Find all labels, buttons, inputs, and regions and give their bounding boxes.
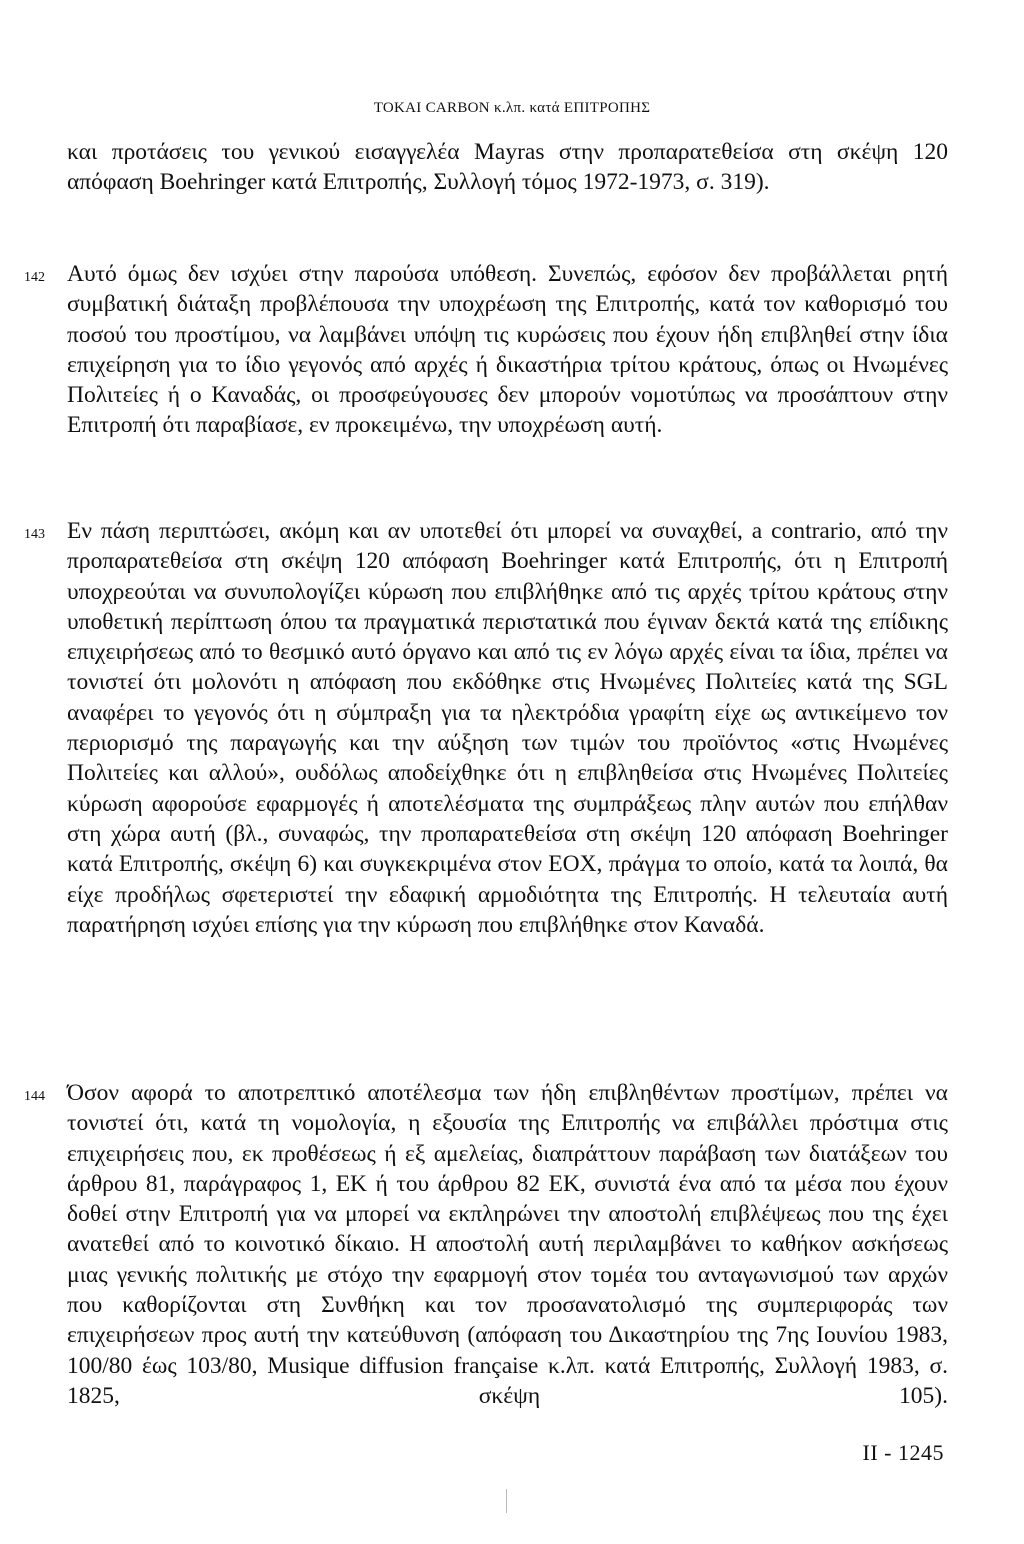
- paragraph-number-143: 143: [24, 527, 45, 542]
- paragraph-143: Εν πάση περιπτώσει, ακόμη και αν υποτεθεί ότι μπορεί να συναχθεί, a contrario, από την προπαρατεθείσα στη σκέψη 120 απόφαση Boehringer κατά Επιτροπής, ότι η Επιτροπή υποχρεούται να συνυπολογίζει κύρωση που επιβλήθηκε από τις αρχές τρίτου κράτους στην υποθετική περίπτωση όπου τα πραγματικά περιστατικά που έγιναν δεκτά κατά της επίδικης επιχειρήσεως από το θεσμικό αυτό όργανο και από τις εν λόγω αρχές είναι τα ίδια, πρέπει να τονιστεί ότι μολονότι η απόφαση που εκδόθηκε στις Ηνωμένες Πολιτείες κατά της SGL αναφέρει το γεγονός ότι η σύμπραξη για τα ηλεκτρόδια γραφίτη είχε ως αντικείμενο τον περιορισμό της παραγωγής και την αύξηση των τιμών του προϊόντος «στις Ηνωμένες Πολιτείες και αλλού», ουδόλως αποδείχθηκε ότι η επιβληθείσα στις Ηνωμένες Πολιτείες κύρωση αφορούσε εφαρμογές ή αποτελέσματα της συμπράξεως πλην αυτών που επήλθαν στη χώρα αυτή (βλ., συναφώς, την προπαρατεθείσα στη σκέψη 120 απόφαση Boehringer κατά Επιτροπής, σκέψη 6) και συγκεκριμένα στον ΕΟΧ, πράγμα το οποίο, κατά τα λοιπά, θα είχε προδήλως σφετεριστεί την εδαφική αρμοδιότητα της Επιτροπής. Η τελευταία αυτή παρατήρηση ισχύει επίσης για την κύρωση που επιβλήθηκε στον Καναδά.: [67, 518, 948, 938]
- paragraph-continuation: και προτάσεις του γενικού εισαγγελέα Mayras στην προπαρατεθείσα στη σκέψη 120 απόφαση Boehringer κατά Επιτροπής, Συλλογή τόμος 1972-1973, σ. 319).: [67, 139, 948, 196]
- page-number: II - 1245: [862, 1440, 944, 1465]
- paragraph-number-142: 142: [24, 270, 45, 285]
- scan-line-mark: [506, 1489, 507, 1513]
- paragraph-142: Αυτό όμως δεν ισχύει στην παρούσα υπόθεση. Συνεπώς, εφόσον δεν προβάλλεται ρητή συμβατική διάταξη προβλέπουσα την υποχρέωση της Επιτροπής, κατά τον καθορισμό του ποσού του προστίμου, να λαμβάνει υπόψη τις κυρώσεις που έχουν ήδη επιβληθεί στην ίδια επιχείρηση για το ίδιο γεγονός από αρχές ή δικαστήρια τρίτου κράτους, όπως οι Ηνωμένες Πολιτείες ή ο Καναδάς, οι προσφεύγουσες δεν μπορούν νομοτύπως να προσάπτουν στην Επιτροπή ότι παραβίασε, εν προκειμένω, την υποχρέωση αυτή.: [67, 261, 948, 439]
- paragraph-144: Όσον αφορά το αποτρεπτικό αποτέλεσμα των ήδη επιβληθέντων προστίμων, πρέπει να τονιστεί ότι, κατά τη νομολογία, η εξουσία της Επιτροπής να επιβάλλει πρόστιμα στις επιχειρήσεις που, εκ προθέσεως ή εξ αμελείας, διαπράττουν παράβαση των διατάξεων του άρθρου 81, παράγραφος 1, ΕΚ ή του άρθρου 82 ΕΚ, συνιστά ένα από τα μέσα που έχουν δοθεί στην Επιτροπή για να μπορεί να εκπληρώνει την αποστολή επιβλέψεως που της έχει ανατεθεί από το κοινοτικό δίκαιο. Η αποστολή αυτή περιλαμβάνει το καθήκον ασκήσεως μιας γενικής πολιτικής με στόχο την εφαρμογή στον τομέα του ανταγωνισμού των αρχών που καθορίζονται στη Συνθήκη και τον προσανατολισμό της συμπεριφοράς των επιχειρήσεων προς αυτή την κατεύθυνση (απόφαση του Δικαστηρίου της 7ης Ιουνίου 1983, 100/80 έως 103/80, Musique diffusion française κ.λπ. κατά Επιτροπής, Συλλογή 1983, σ. 1825, σκέψη 105).: [67, 1080, 948, 1409]
- running-header: TOKAI CARBON κ.λπ. κατά ΕΠΙΤΡΟΠΗΣ: [373, 100, 651, 116]
- paragraph-number-144: 144: [24, 1089, 45, 1104]
